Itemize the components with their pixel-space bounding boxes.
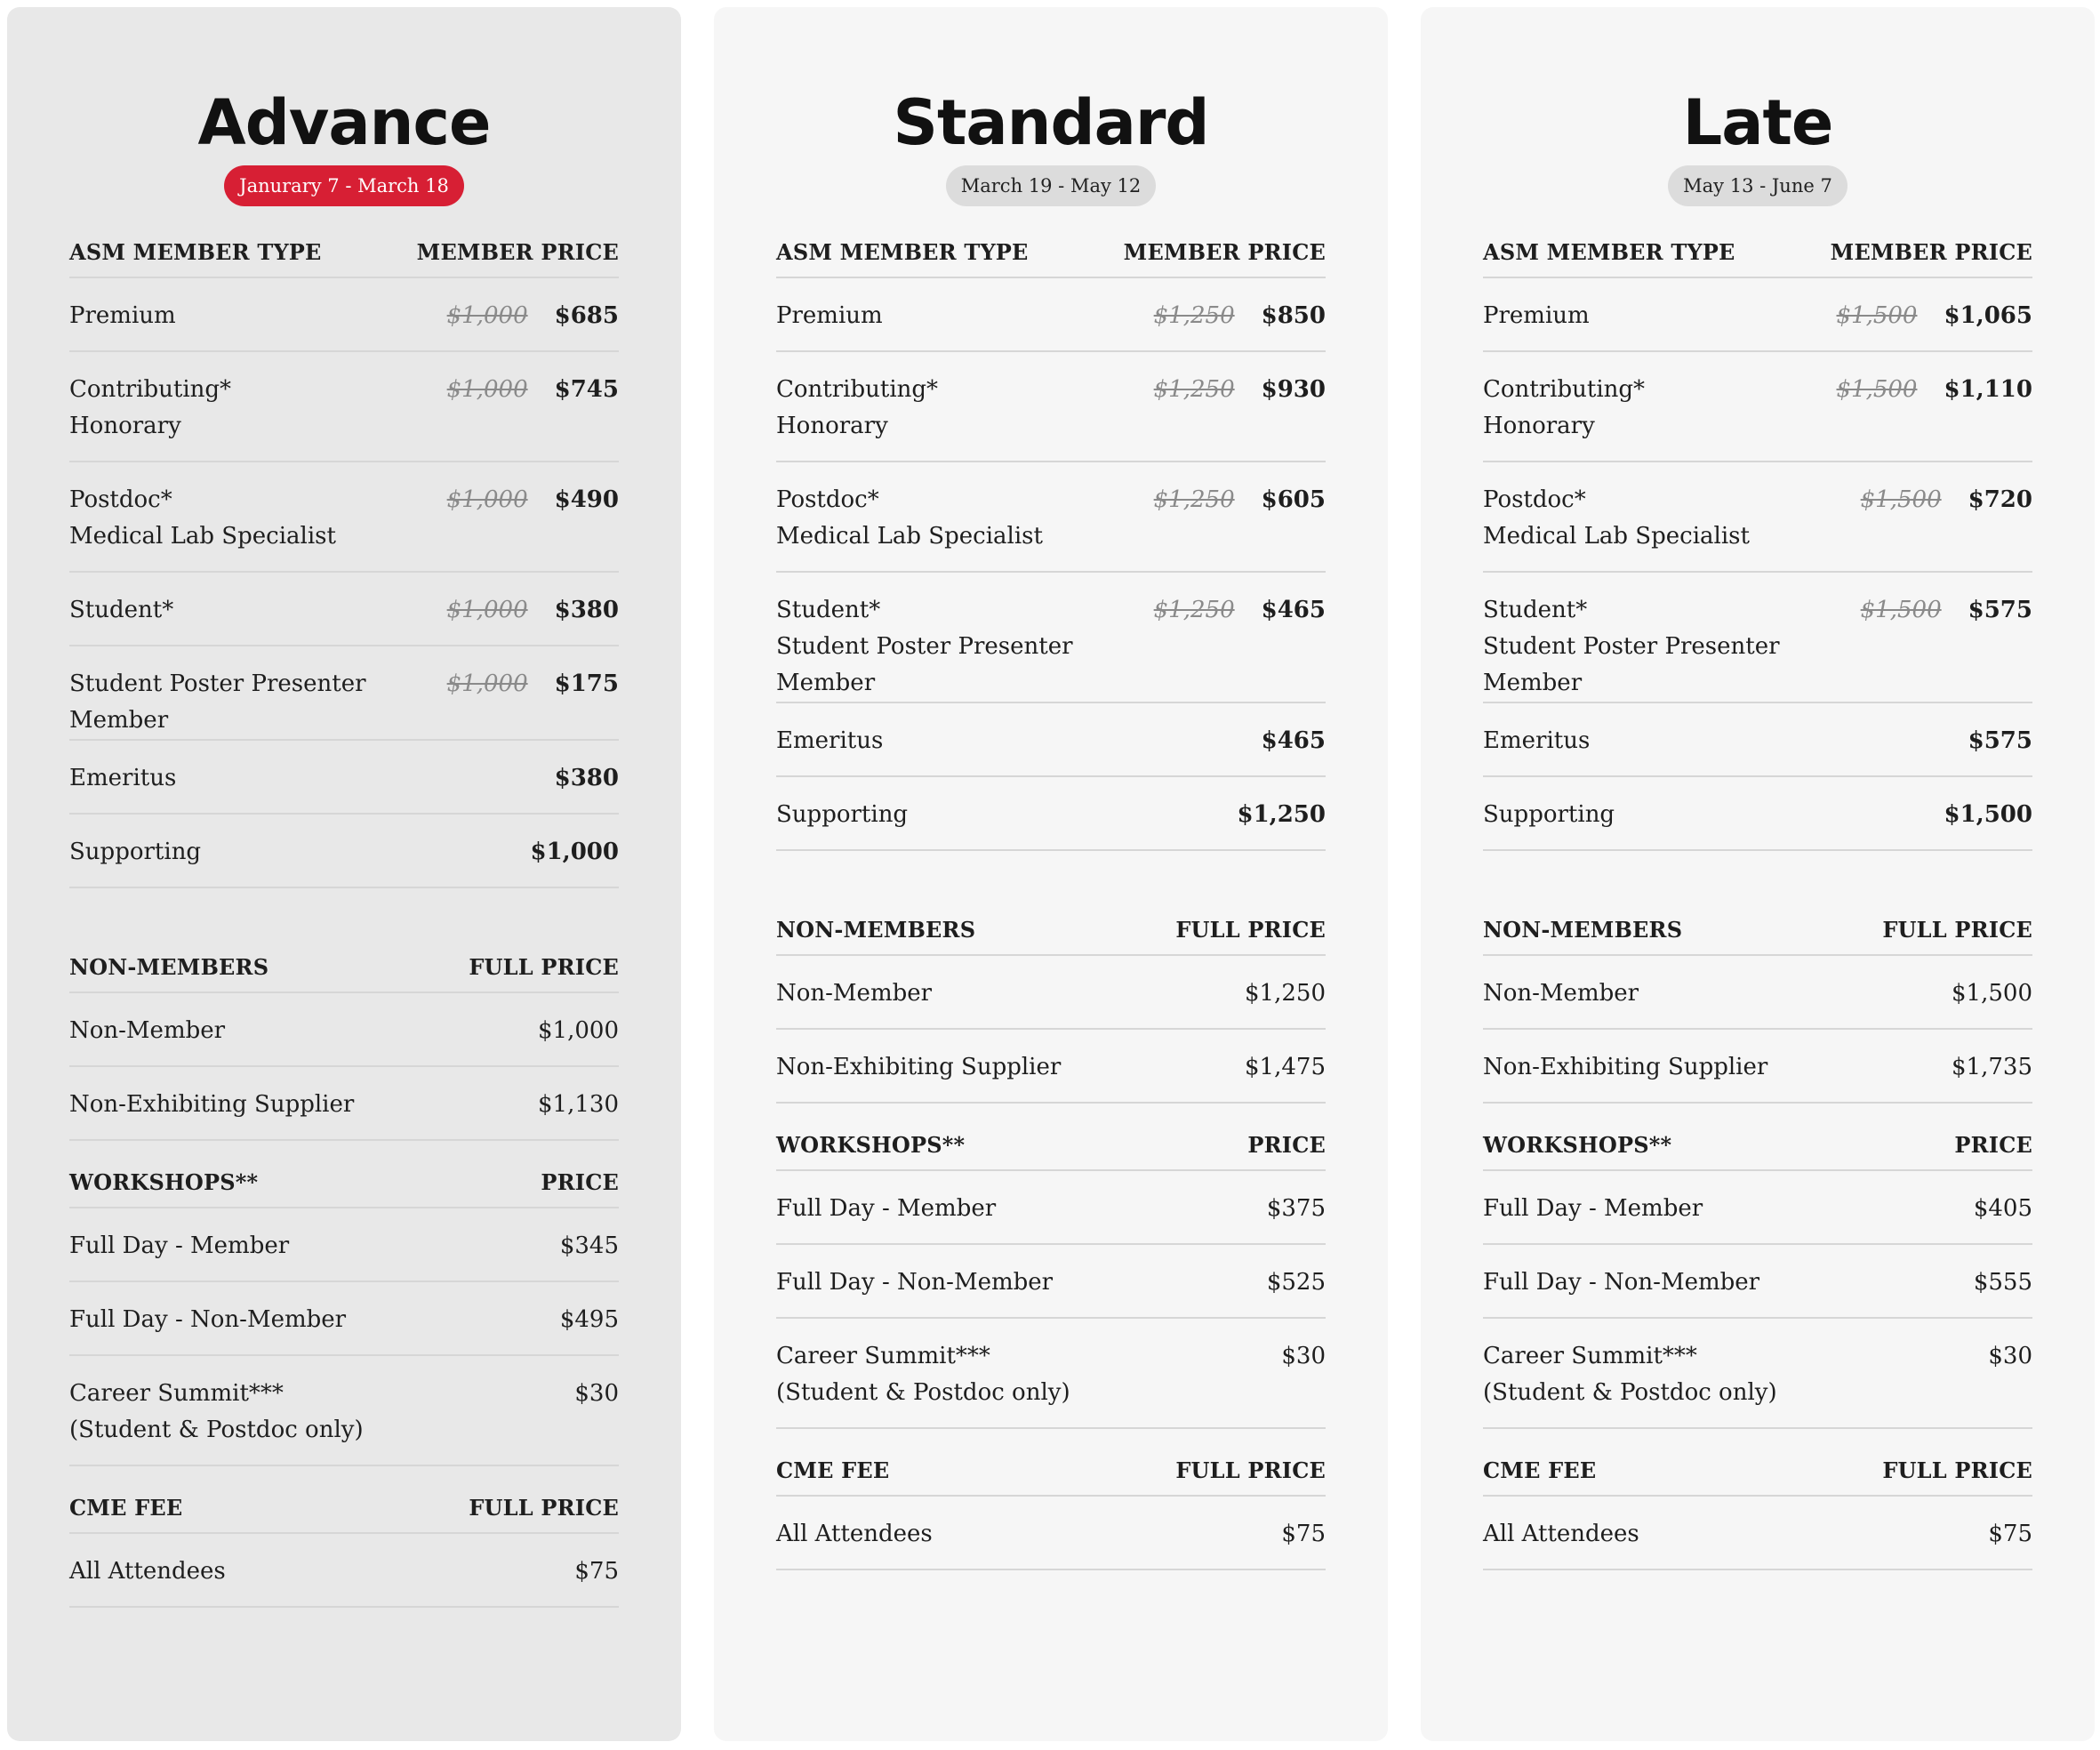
row-label-line: Student* (1483, 597, 1588, 623)
workshop-row (1483, 1245, 2032, 1319)
member-price: $1,000 (530, 839, 619, 865)
nonmember-header-label: NON-MEMBERS (776, 916, 976, 943)
workshop-row (776, 1319, 1326, 1429)
member-row-label (776, 797, 908, 833)
original-price: $1,500 (1836, 376, 1918, 403)
original-price: $1,000 (446, 670, 528, 697)
member-row (69, 278, 619, 352)
workshop-header-label: WORKSHOPS** (1483, 1131, 1672, 1158)
member-price: $745 (554, 376, 619, 403)
member-header (69, 227, 619, 278)
nonmember-header (1483, 904, 2032, 956)
row-label-line: All Attendees (69, 1558, 226, 1585)
member-price: $685 (554, 302, 619, 329)
member-row-label (69, 298, 176, 334)
row-prices (1154, 298, 1326, 334)
full-price: $555 (1973, 1269, 2032, 1296)
row-label-line: Premium (1483, 302, 1590, 329)
date-range-badge: May 13 - June 7 (1668, 165, 1848, 206)
member-price: $1,110 (1944, 376, 2032, 403)
section-gap (1483, 1429, 2032, 1445)
cme-pricing-section (1483, 1445, 2032, 1570)
spacer (69, 208, 619, 227)
date-range-row (776, 165, 1326, 208)
section-gap (69, 1466, 619, 1482)
row-label-line: Student* (69, 597, 174, 623)
original-price: $1,500 (1836, 302, 1918, 329)
row-label-line: Premium (69, 302, 176, 329)
member-header-price-label: MEMBER PRICE (1123, 238, 1326, 265)
workshop-row-label (1483, 1191, 1703, 1227)
full-price: $1,500 (1952, 980, 2032, 1007)
row-label-line: Full Day - Member (776, 1195, 997, 1222)
member-row (776, 278, 1326, 352)
workshop-header-price-label: PRICE (1247, 1131, 1326, 1158)
row-label-line: Emeritus (69, 765, 177, 791)
nonmember-row (1483, 956, 2032, 1030)
member-price: $930 (1261, 376, 1326, 403)
row-label-line: Supporting (69, 839, 202, 865)
member-price: $575 (1968, 597, 2032, 623)
workshop-row-label (776, 1264, 1053, 1301)
nonmember-row (776, 1030, 1326, 1104)
original-price: $1,000 (446, 302, 528, 329)
row-label-line: Honorary (776, 413, 888, 439)
row-prices (1861, 592, 2032, 629)
cme-row-label (69, 1553, 226, 1590)
member-price: $380 (554, 765, 619, 791)
nonmember-header-label: NON-MEMBERS (1483, 916, 1683, 943)
row-prices (560, 1302, 619, 1338)
nonmember-row (776, 956, 1326, 1030)
row-label-line: Honorary (1483, 413, 1595, 439)
row-label-line: Full Day - Non-Member (1483, 1269, 1760, 1296)
member-price: $465 (1261, 597, 1326, 623)
workshop-header-price-label: PRICE (1954, 1131, 2032, 1158)
member-header-label: ASM MEMBER TYPE (776, 238, 1029, 265)
row-prices (447, 298, 619, 334)
workshop-row-label (69, 1228, 289, 1264)
row-label-line: Student Poster Presenter Member (1483, 633, 1780, 696)
member-row-label (1483, 372, 1645, 445)
row-label-line: Full Day - Member (69, 1232, 290, 1259)
pricing-card-late (1421, 7, 2095, 1741)
member-row (1483, 278, 2032, 352)
cme-header-price-label: FULL PRICE (1175, 1457, 1326, 1483)
nonmember-row (1483, 1030, 2032, 1104)
member-row-label (69, 482, 336, 555)
nonmember-header-price-label: FULL PRICE (469, 953, 619, 980)
row-label-line: (Student & Postdoc only) (1483, 1379, 1777, 1406)
nonmember-row-label (1483, 975, 1639, 1012)
cme-header-label: CME FEE (776, 1457, 890, 1483)
full-price: $345 (559, 1232, 619, 1259)
row-label-line: All Attendees (776, 1521, 933, 1547)
row-label-line: Premium (776, 302, 883, 329)
date-range-row (69, 165, 619, 208)
row-label-line: Medical Lab Specialist (1483, 523, 1750, 550)
nonmember-row-label (776, 975, 932, 1012)
row-prices (1281, 1516, 1326, 1553)
cme-header (776, 1445, 1326, 1497)
row-label-line: Emeritus (1483, 727, 1591, 754)
row-label-line: Non-Member (776, 980, 933, 1007)
row-label-line: Medical Lab Specialist (776, 523, 1043, 550)
row-prices (574, 1553, 619, 1590)
full-price: $1,735 (1952, 1054, 2032, 1080)
original-price: $1,500 (1860, 486, 1942, 513)
cme-row (1483, 1497, 2032, 1570)
member-row-label (69, 372, 231, 445)
date-range-badge: Janurary 7 - March 18 (224, 165, 464, 206)
member-row (69, 741, 619, 815)
member-row-label (776, 372, 938, 445)
row-prices (538, 1013, 619, 1049)
full-price: $30 (574, 1380, 619, 1407)
row-prices (1154, 482, 1326, 518)
row-prices (1281, 1338, 1326, 1375)
cme-row-label (1483, 1516, 1639, 1553)
nonmember-header-price-label: FULL PRICE (1882, 916, 2032, 943)
original-price: $1,250 (1153, 486, 1235, 513)
nonmember-row-label (1483, 1049, 1767, 1086)
cme-header (1483, 1445, 2032, 1497)
workshop-row-label (776, 1191, 996, 1227)
cme-header-label: CME FEE (1483, 1457, 1597, 1483)
date-range-row (1483, 165, 2032, 208)
workshop-row (69, 1208, 619, 1282)
original-price: $1,000 (446, 376, 528, 403)
full-price: $525 (1266, 1269, 1326, 1296)
member-price: $850 (1261, 302, 1326, 329)
section-gap (776, 1429, 1326, 1445)
member-row (69, 573, 619, 646)
row-prices (447, 592, 619, 629)
member-price: $465 (1261, 727, 1326, 754)
row-label-line: Medical Lab Specialist (69, 523, 336, 550)
member-row-label (69, 592, 173, 629)
full-price: $405 (1973, 1195, 2032, 1222)
member-row (776, 703, 1326, 777)
nonmember-pricing-section (69, 942, 619, 1141)
full-price: $1,475 (1245, 1054, 1326, 1080)
row-prices (560, 1228, 619, 1264)
row-prices (1245, 1049, 1326, 1086)
row-label-line: (Student & Postdoc only) (776, 1379, 1070, 1406)
workshop-row-label (776, 1338, 1070, 1411)
tier-title: Late (1682, 86, 1833, 159)
section-gap (776, 851, 1326, 904)
workshop-row-label (1483, 1338, 1777, 1411)
nonmember-header-label: NON-MEMBERS (69, 953, 269, 980)
full-price: $75 (1988, 1521, 2032, 1547)
member-price: $575 (1968, 727, 2032, 754)
spacer (1483, 208, 2032, 227)
section-gap (1483, 1104, 2032, 1120)
full-price: $30 (1281, 1343, 1326, 1369)
row-prices (1988, 1516, 2032, 1553)
nonmember-row-label (69, 1087, 354, 1123)
original-price: $1,000 (446, 597, 528, 623)
member-pricing-section (776, 227, 1326, 851)
row-label-line: Career Summit*** (1483, 1343, 1697, 1369)
nonmember-row (69, 1067, 619, 1141)
member-row-label (1483, 723, 1590, 759)
pricing-card-advance (7, 7, 681, 1741)
tier-title: Standard (893, 86, 1209, 159)
row-prices (1974, 1191, 2032, 1227)
row-prices (447, 482, 619, 518)
workshop-row (69, 1282, 619, 1356)
workshop-row-label (69, 1302, 346, 1338)
row-label-line: Postdoc* (776, 486, 879, 513)
workshop-row (776, 1245, 1326, 1319)
cme-header-price-label: FULL PRICE (469, 1494, 619, 1521)
member-row (69, 646, 619, 741)
row-prices (1262, 723, 1326, 759)
row-prices (555, 760, 619, 797)
cme-pricing-section (69, 1482, 619, 1608)
member-row-label (776, 723, 883, 759)
row-label-line: Postdoc* (69, 486, 172, 513)
nonmember-header (69, 942, 619, 993)
full-price: $1,130 (538, 1091, 619, 1118)
row-label-line: All Attendees (1483, 1521, 1639, 1547)
cme-row (69, 1534, 619, 1608)
original-price: $1,500 (1860, 597, 1942, 623)
workshop-row (1483, 1171, 2032, 1245)
workshop-pricing-section (1483, 1120, 2032, 1429)
row-label-line: Student* (776, 597, 881, 623)
member-row-label (69, 760, 176, 797)
date-range-badge: March 19 - May 12 (946, 165, 1156, 206)
section-gap (1483, 851, 2032, 904)
workshop-row-label (1483, 1264, 1759, 1301)
full-price: $495 (559, 1306, 619, 1333)
member-row-label (69, 666, 447, 739)
row-prices (1237, 797, 1326, 833)
original-price: $1,250 (1153, 376, 1235, 403)
workshop-row (69, 1356, 619, 1466)
nonmember-header (776, 904, 1326, 956)
workshop-header-label: WORKSHOPS** (69, 1168, 259, 1195)
nonmember-pricing-section (776, 904, 1326, 1104)
row-prices (1944, 797, 2032, 833)
member-pricing-section (69, 227, 619, 888)
row-prices (1267, 1191, 1326, 1227)
cme-row-label (776, 1516, 933, 1553)
row-prices (1154, 592, 1326, 629)
row-prices (1952, 1049, 2032, 1086)
workshop-header-price-label: PRICE (541, 1168, 619, 1195)
full-price: $1,250 (1245, 980, 1326, 1007)
row-label-line: Full Day - Non-Member (69, 1306, 347, 1333)
row-label-line: Student Poster Presenter Member (69, 670, 366, 734)
workshop-row-label (69, 1376, 364, 1449)
row-prices (1154, 372, 1326, 408)
member-row (1483, 352, 2032, 462)
row-label-line: Contributing* (1483, 376, 1646, 403)
member-row (69, 462, 619, 573)
workshop-pricing-section (69, 1157, 619, 1466)
row-prices (1267, 1264, 1326, 1301)
member-row (1483, 573, 2032, 703)
row-prices (1968, 723, 2032, 759)
section-gap (69, 1141, 619, 1157)
member-header-price-label: MEMBER PRICE (416, 238, 619, 265)
row-label-line: Contributing* (69, 376, 232, 403)
member-row (1483, 777, 2032, 851)
row-label-line: Supporting (1483, 801, 1615, 828)
full-price: $75 (574, 1558, 619, 1585)
row-prices (447, 666, 619, 702)
row-label-line: Career Summit*** (69, 1380, 284, 1407)
member-price: $175 (554, 670, 619, 697)
member-header (1483, 227, 2032, 278)
pricing-card-standard (714, 7, 1388, 1741)
row-prices (1974, 1264, 2032, 1301)
member-row (776, 352, 1326, 462)
member-row-label (776, 592, 1154, 702)
member-row (1483, 703, 2032, 777)
cme-pricing-section (776, 1445, 1326, 1570)
member-header-label: ASM MEMBER TYPE (1483, 238, 1735, 265)
row-label-line: Non-Member (1483, 980, 1639, 1007)
workshop-row (776, 1171, 1326, 1245)
row-label-line: Non-Exhibiting Supplier (1483, 1054, 1768, 1080)
spacer (776, 208, 1326, 227)
member-price: $380 (554, 597, 619, 623)
full-price: $375 (1266, 1195, 1326, 1222)
full-price: $1,000 (538, 1017, 619, 1044)
member-header-price-label: MEMBER PRICE (1830, 238, 2032, 265)
nonmember-row-label (776, 1049, 1061, 1086)
row-label-line: Contributing* (776, 376, 939, 403)
row-label-line: Non-Exhibiting Supplier (776, 1054, 1062, 1080)
row-label-line: Honorary (69, 413, 181, 439)
member-price: $605 (1261, 486, 1326, 513)
member-row (776, 573, 1326, 703)
member-row (69, 815, 619, 888)
row-label-line: Supporting (776, 801, 909, 828)
member-row-label (1483, 592, 1861, 702)
member-price: $490 (554, 486, 619, 513)
row-label-line: Non-Member (69, 1017, 226, 1044)
cme-header-price-label: FULL PRICE (1882, 1457, 2032, 1483)
member-pricing-section (1483, 227, 2032, 851)
workshop-pricing-section (776, 1120, 1326, 1429)
cme-row (776, 1497, 1326, 1570)
workshop-header (776, 1120, 1326, 1171)
workshop-header-label: WORKSHOPS** (776, 1131, 966, 1158)
member-price: $720 (1968, 486, 2032, 513)
row-prices (574, 1376, 619, 1412)
nonmember-row-label (69, 1013, 225, 1049)
workshop-header (1483, 1120, 2032, 1171)
row-prices (1837, 298, 2033, 334)
member-row-label (1483, 482, 1750, 555)
row-label-line: Postdoc* (1483, 486, 1586, 513)
section-gap (776, 1104, 1326, 1120)
member-row (1483, 462, 2032, 573)
member-price: $1,250 (1237, 801, 1326, 828)
row-prices (1837, 372, 2033, 408)
row-label-line: Non-Exhibiting Supplier (69, 1091, 355, 1118)
member-header (776, 227, 1326, 278)
member-row-label (776, 482, 1043, 555)
member-row (776, 777, 1326, 851)
nonmember-row (69, 993, 619, 1067)
member-row (776, 462, 1326, 573)
row-label-line: Career Summit*** (776, 1343, 990, 1369)
row-label-line: Full Day - Member (1483, 1195, 1703, 1222)
member-row-label (1483, 797, 1615, 833)
member-header-label: ASM MEMBER TYPE (69, 238, 322, 265)
workshop-header (69, 1157, 619, 1208)
row-label-line: (Student & Postdoc only) (69, 1417, 364, 1443)
row-prices (538, 1087, 619, 1123)
member-price: $1,500 (1944, 801, 2032, 828)
tier-title: Advance (197, 86, 491, 159)
member-row-label (776, 298, 883, 334)
row-prices (530, 834, 619, 871)
member-row (69, 352, 619, 462)
row-prices (447, 372, 619, 408)
member-price: $1,065 (1944, 302, 2032, 329)
row-prices (1988, 1338, 2032, 1375)
original-price: $1,250 (1153, 597, 1235, 623)
workshop-row (1483, 1319, 2032, 1429)
row-label-line: Full Day - Non-Member (776, 1269, 1054, 1296)
original-price: $1,250 (1153, 302, 1235, 329)
member-row-label (69, 834, 201, 871)
row-prices (1952, 975, 2032, 1012)
cme-header-label: CME FEE (69, 1494, 183, 1521)
full-price: $75 (1281, 1521, 1326, 1547)
row-prices (1245, 975, 1326, 1012)
row-label-line: Emeritus (776, 727, 884, 754)
cme-header (69, 1482, 619, 1534)
row-label-line: Student Poster Presenter Member (776, 633, 1073, 696)
section-gap (69, 888, 619, 942)
nonmember-pricing-section (1483, 904, 2032, 1104)
full-price: $30 (1988, 1343, 2032, 1369)
member-row-label (1483, 298, 1590, 334)
row-prices (1861, 482, 2032, 518)
original-price: $1,000 (446, 486, 528, 513)
nonmember-header-price-label: FULL PRICE (1175, 916, 1326, 943)
